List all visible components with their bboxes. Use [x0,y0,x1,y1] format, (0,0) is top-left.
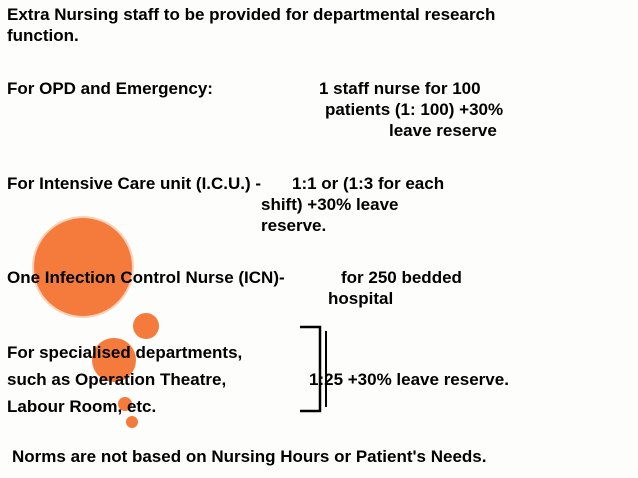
intro-line-2: function. [7,26,79,45]
icn-value-2: hospital [328,289,394,308]
opd-value-2: patients (1: 100) +30% [325,100,504,119]
specialised-line-2: such as Operation Theatre, [7,370,227,389]
icu-label: For Intensive Care unit (I.C.U.) - [7,174,262,193]
small-orange-circle [133,313,159,339]
opd-value-3: leave reserve [389,121,497,140]
tiny-orange-circle-2 [126,416,138,428]
opd-label: For OPD and Emergency: [7,79,213,98]
opd-value-1: 1 staff nurse for 100 [319,79,481,98]
icu-value-1: 1:1 or (1:3 for each [292,174,445,193]
icn-label: One Infection Control Nurse (ICN)- [7,268,285,287]
intro-line-1: Extra Nursing staff to be provided for departmental research [7,5,496,24]
right-bracket-icon [298,324,332,414]
icu-value-3: reserve. [261,216,327,235]
specialised-line-1: For specialised departments, [7,343,243,362]
norms-statement: Norms are not based on Nursing Hours or Patient's Needs. [12,447,487,466]
icu-value-2: shift) +30% leave [261,195,399,214]
specialised-line-3: Labour Room, etc. [7,397,157,416]
icn-value-1: for 250 bedded [341,268,462,287]
specialised-value: 1:25 +30% leave reserve. [309,370,509,389]
